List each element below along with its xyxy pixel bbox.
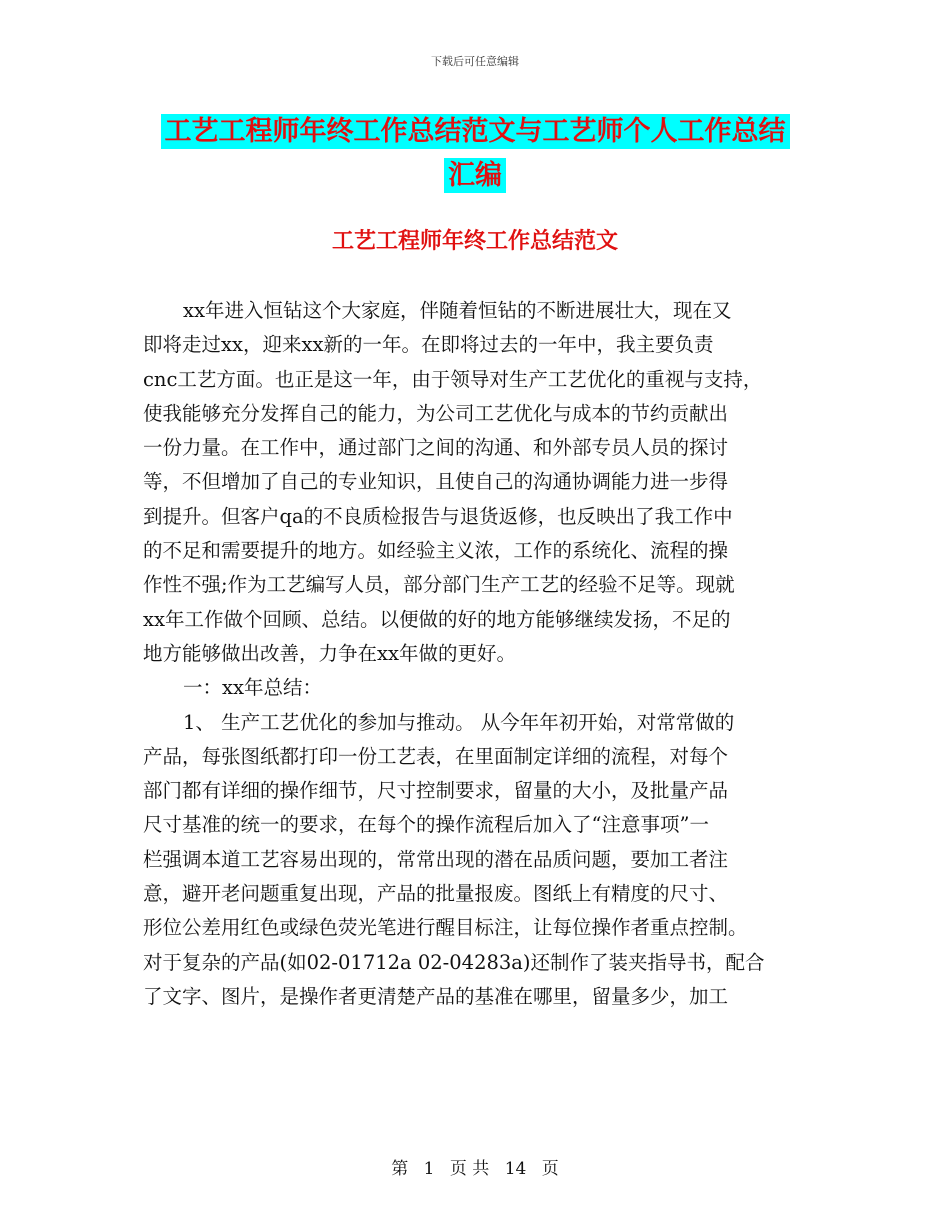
body-line: 使我能够充分发挥自己的能力，为公司工艺优化与成本的节约贡献出 <box>143 401 729 425</box>
body-line: xx年工作做个回顾、总结。以便做的好的地方能够继续发扬，不足的 <box>143 607 731 631</box>
body-line: 的不足和需要提升的地方。如经验主义浓，工作的系统化、流程的操 <box>143 539 729 563</box>
body-line: 对于复杂的产品(如02-01712a 02-04283a)还制作了装夹指导书，配合 <box>143 950 765 974</box>
body-line: 栏强调本道工艺容易出现的，常常出现的潜在品质问题，要加工者注 <box>143 847 729 871</box>
footer-middle: 页 共 <box>449 1159 490 1179</box>
body-line: cnc工艺方面。也正是这一年，由于领导对生产工艺优化的重视与支持， <box>143 367 763 391</box>
body-line: 了文字、图片，是操作者更清楚产品的基准在哪里，留量多少，加工 <box>143 984 729 1008</box>
header-note: 下载后可任意编辑 <box>431 55 519 68</box>
footer-total-pages: 14 <box>504 1159 527 1179</box>
document-title-line-1: 工艺工程师年终工作总结范文与工艺师个人工作总结 <box>161 114 790 149</box>
body-line: 产品，每张图纸都打印一份工艺表，在里面制定详细的流程，对每个 <box>143 744 729 768</box>
body-line: 等，不但增加了自己的专业知识，且使自己的沟通协调能力进一步得 <box>143 470 729 494</box>
body-line: 意，避开老问题重复出现，产品的批量报废。图纸上有精度的尺寸、 <box>143 882 729 906</box>
section-title: 工艺工程师年终工作总结范文 <box>331 229 618 254</box>
body-line: 地方能够做出改善，力争在xx年做的更好。 <box>143 641 516 665</box>
document-title <box>0 110 950 198</box>
body-line: 1、 生产工艺优化的参加与推动。 从今年年初开始，对常常做的 <box>183 710 735 734</box>
body-line: 尺寸基准的统一的要求，在每个的操作流程后加入了“注意事项”一 <box>143 813 709 837</box>
body-line: 部门都有详细的操作细节，尺寸控制要求，留量的大小，及批量产品 <box>143 779 729 803</box>
body-line: 一份力量。在工作中，通过部门之间的沟通、和外部专员人员的探讨 <box>143 436 729 460</box>
body-line: 作性不强;作为工艺编写人员，部分部门生产工艺的经验不足等。现就 <box>143 573 735 597</box>
body-line: xx年进入恒钻这个大家庭，伴随着恒钻的不断进展壮大，现在又 <box>183 299 732 322</box>
body-text <box>143 294 823 1014</box>
footer-suffix: 页 <box>541 1159 559 1179</box>
body-line: 一：xx年总结： <box>183 676 322 700</box>
body-line: 即将走过xx，迎来xx新的一年。在即将过去的一年中，我主要负责 <box>143 333 714 357</box>
footer-page-number: 1 <box>423 1159 435 1179</box>
footer-prefix: 第 <box>391 1159 409 1179</box>
body-line: 形位公差用红色或绿色荧光笔进行醒目标注，让每位操作者重点控制。 <box>143 916 748 940</box>
document-title-line-2: 汇编 <box>444 158 506 193</box>
body-line: 到提升。但客户qa的不良质检报告与退货返修，也反映出了我工作中 <box>143 504 733 528</box>
page-footer <box>0 1154 950 1179</box>
